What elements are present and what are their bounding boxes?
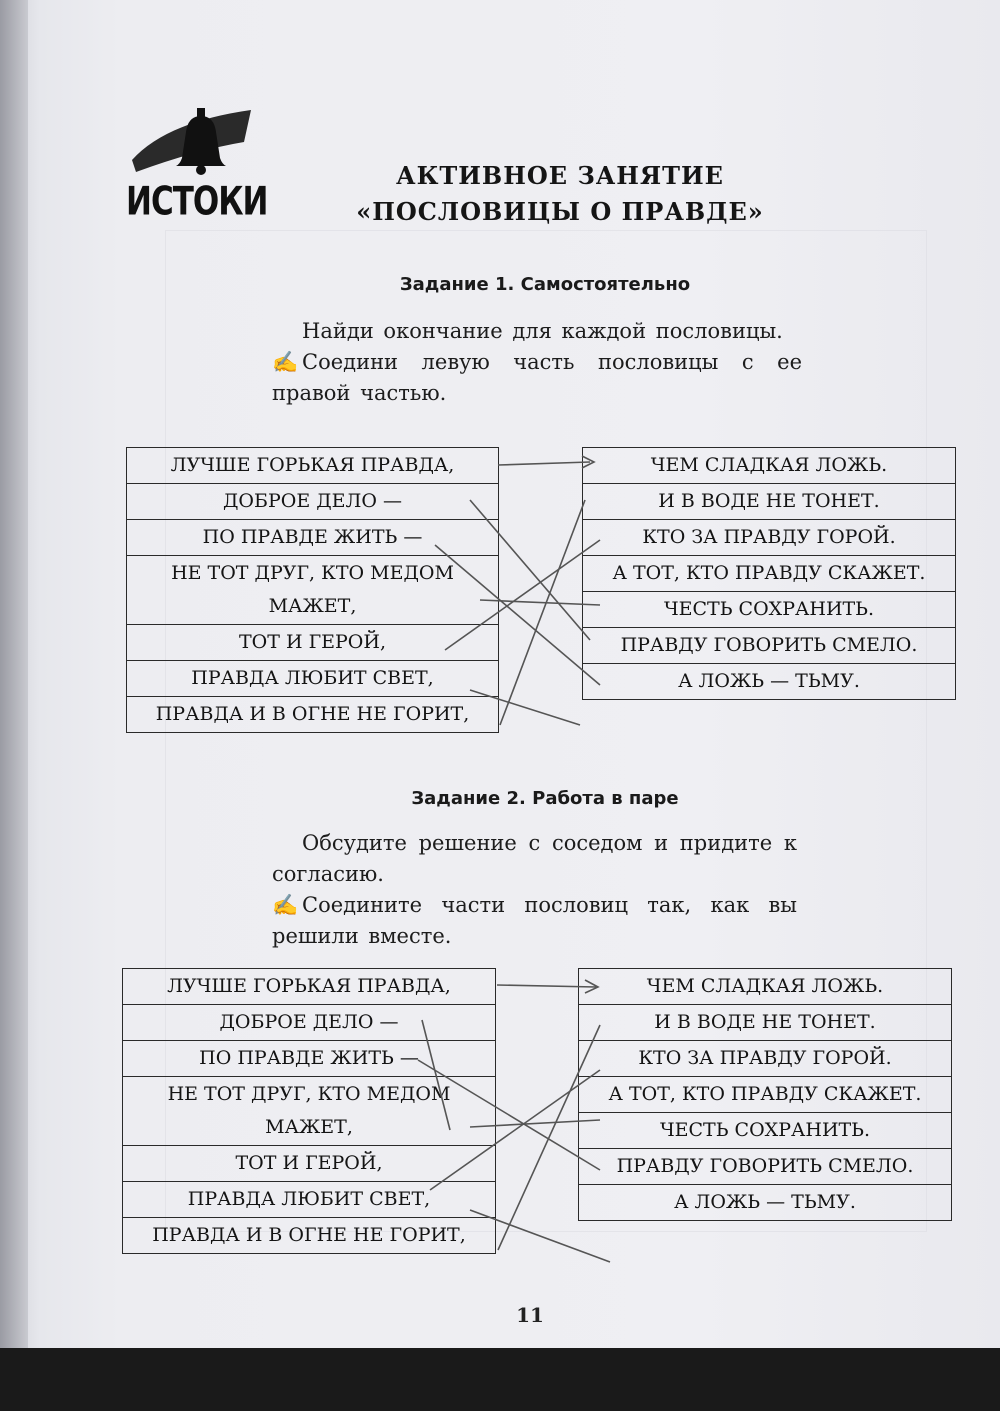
connection-line [470, 690, 580, 725]
connection-line [422, 1020, 450, 1130]
pencil-icon: ✍ [272, 893, 299, 917]
task1-text1: Найди окончание для каждой пословицы. [302, 319, 783, 343]
task1-left-5[interactable]: ТОТ И ГЕРОЙ, [127, 625, 499, 661]
task2-left-2[interactable]: ДОБРОЕ ДЕЛО — [123, 1005, 496, 1041]
task2-right-6[interactable]: ПРАВДУ ГОВОРИТЬ СМЕЛО. [579, 1149, 952, 1185]
task2-right-4[interactable]: А ТОТ, КТО ПРАВДУ СКАЖЕТ. [579, 1077, 952, 1113]
task2-left-1[interactable]: ЛУЧШЕ ГОРЬКАЯ ПРАВДА, [123, 969, 496, 1005]
connection-line [445, 540, 600, 650]
task1-right-6[interactable]: ПРАВДУ ГОВОРИТЬ СМЕЛО. [583, 628, 956, 664]
task2-left-5[interactable]: ТОТ И ГЕРОЙ, [123, 1146, 496, 1182]
title-line-2: «ПОСЛОВИЦЫ О ПРАВДЕ» [356, 197, 764, 226]
connection-line [470, 1210, 610, 1262]
task1-right-2[interactable]: И В ВОДЕ НЕ ТОНЕТ. [583, 484, 956, 520]
task2-heading: Задание 2. Работа в паре [411, 788, 679, 809]
connection-line [498, 1025, 600, 1250]
connection-line [418, 1060, 600, 1170]
task2-right-2[interactable]: И В ВОДЕ НЕ ТОНЕТ. [579, 1005, 952, 1041]
task1-text2: Соедини левую часть пословицы с ее правой частью. [272, 350, 802, 405]
task1-left-1[interactable]: ЛУЧШЕ ГОРЬКАЯ ПРАВДА, [127, 448, 499, 484]
task1-left-2[interactable]: ДОБРОЕ ДЕЛО — [127, 484, 499, 520]
task2-left-4[interactable]: НЕ ТОТ ДРУГ, КТО МЕДОМ МАЖЕТ, [123, 1077, 496, 1146]
task2-right-5[interactable]: ЧЕСТЬ СОХРАНИТЬ. [579, 1113, 952, 1149]
task2-text1: Обсудите решение с соседом и придите к согласию. [272, 831, 797, 886]
task2-right-1[interactable]: ЧЕМ СЛАДКАЯ ЛОЖЬ. [579, 969, 952, 1005]
task1-left-6[interactable]: ПРАВДА ЛЮБИТ СВЕТ, [127, 661, 499, 697]
connection-line [430, 1070, 600, 1190]
task2-right-7[interactable]: А ЛОЖЬ — ТЬМУ. [579, 1185, 952, 1221]
connection-line [498, 462, 590, 465]
task2-left-6[interactable]: ПРАВДА ЛЮБИТ СВЕТ, [123, 1182, 496, 1218]
task1-left-4[interactable]: НЕ ТОТ ДРУГ, КТО МЕДОМ МАЖЕТ, [127, 556, 499, 625]
task1-right-3[interactable]: КТО ЗА ПРАВДУ ГОРОЙ. [583, 520, 956, 556]
connection-line [470, 1120, 600, 1127]
pencil-icon: ✍ [272, 350, 299, 374]
task1-heading: Задание 1. Самостоятельно [399, 274, 691, 295]
task1-right-1[interactable]: ЧЕМ СЛАДКАЯ ЛОЖЬ. [583, 448, 956, 484]
task1-right-4[interactable]: А ТОТ, КТО ПРАВДУ СКАЖЕТ. [583, 556, 956, 592]
task2-text2: Соедините части пословиц так, как вы решили вместе. [272, 893, 797, 948]
task1-left-7[interactable]: ПРАВДА И В ОГНЕ НЕ ГОРИТ, [127, 697, 499, 733]
connection-line [497, 985, 596, 987]
page-number: 11 [516, 1303, 544, 1327]
task1-right-5[interactable]: ЧЕСТЬ СОХРАНИТЬ. [583, 592, 956, 628]
connection-line [435, 545, 600, 685]
task1-right-7[interactable]: А ЛОЖЬ — ТЬМУ. [583, 664, 956, 700]
task1-left-3[interactable]: ПО ПРАВДЕ ЖИТЬ — [127, 520, 499, 556]
connection-line [500, 500, 585, 725]
connection-line [480, 600, 600, 605]
brand-label: ИСТОКИ [126, 179, 268, 225]
task2-right-3[interactable]: КТО ЗА ПРАВДУ ГОРОЙ. [579, 1041, 952, 1077]
title-line-1: АКТИВНОЕ ЗАНЯТИЕ [396, 161, 724, 190]
task2-left-3[interactable]: ПО ПРАВДЕ ЖИТЬ — [123, 1041, 496, 1077]
task2-left-7[interactable]: ПРАВДА И В ОГНЕ НЕ ГОРИТ, [123, 1218, 496, 1254]
